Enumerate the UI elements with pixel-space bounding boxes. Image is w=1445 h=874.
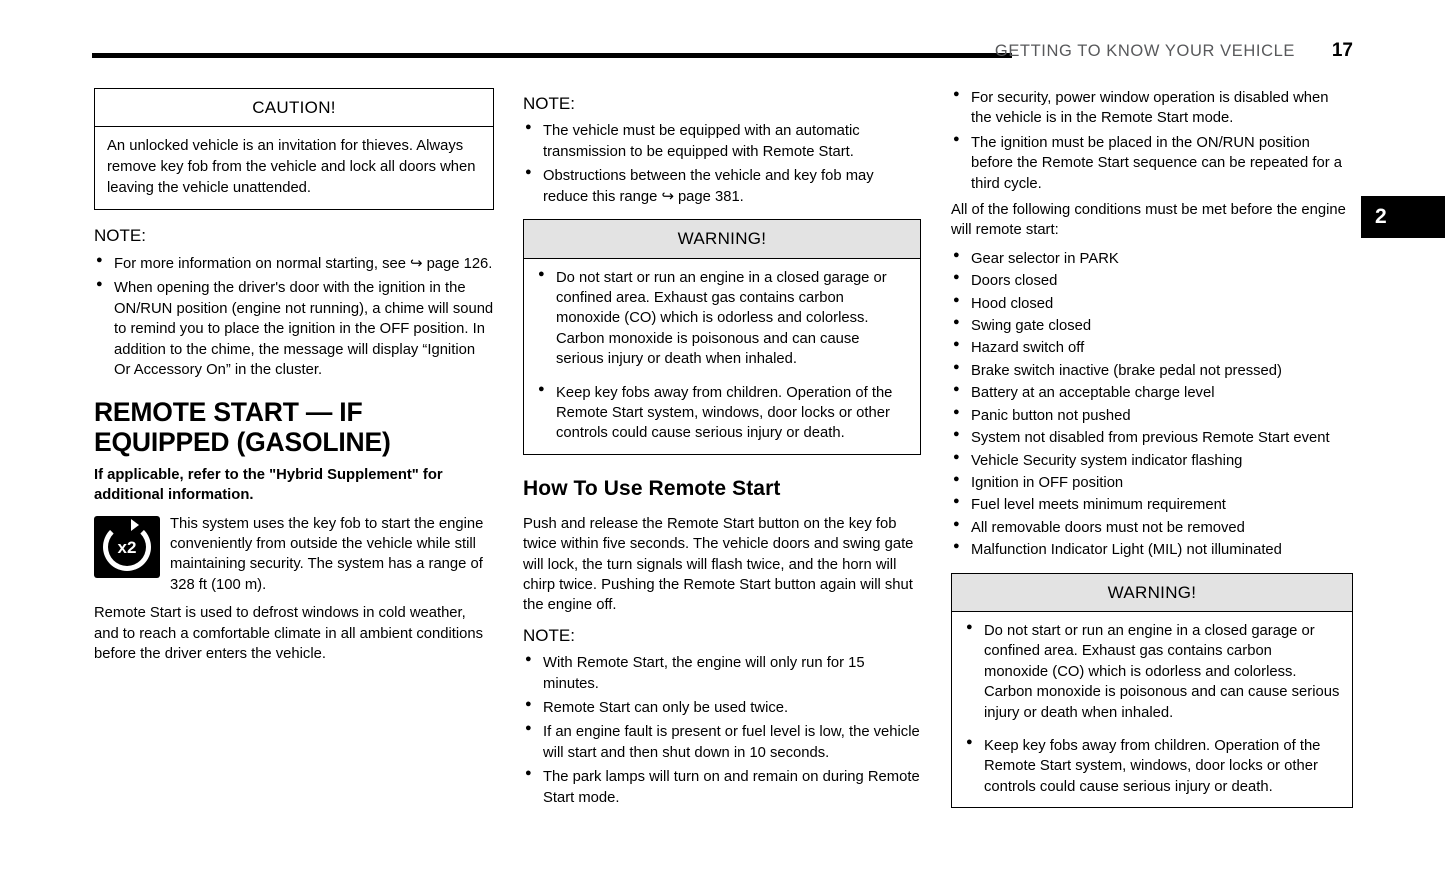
- list-item: ● If an engine fault is present or fuel level is low, the vehicle will start and then shut down in 10 seconds.: [523, 722, 921, 763]
- list-item: ● For more information on normal starting, see ↪ page 126.: [94, 254, 494, 274]
- note-list-4: [951, 88, 1353, 194]
- list-item: ● Keep key fobs away from children. Operation of the Remote Start system, windows, door locks or other controls could cause serious injury or death.: [536, 383, 908, 444]
- list-item: ● Ignition in OFF position: [951, 473, 1353, 493]
- remote-start-closing-paragraph: Remote Start is used to defrost windows in cold weather, and to reach a comfortable climate in all ambient conditions before the driver enters the vehicle.: [94, 605, 484, 663]
- section-heading-remote-start: REMOTE START — IF EQUIPPED (GASOLINE): [94, 397, 391, 458]
- warning-list: [536, 268, 908, 444]
- column-left: [94, 88, 494, 664]
- remote-start-x2-icon: [94, 516, 160, 578]
- column-right: [951, 88, 1353, 822]
- conditions-list: [951, 249, 1353, 561]
- list-item: ● Hood closed: [951, 294, 1353, 314]
- list-item: ● The vehicle must be equipped with an automatic transmission to be equipped with Remote Start.: [523, 121, 921, 162]
- header-section-title: GETTING TO KNOW YOUR VEHICLE: [994, 42, 1295, 60]
- conditions-intro: All of the following conditions must be met before the engine will remote start:: [951, 202, 1346, 239]
- caution-box-body: [95, 127, 493, 209]
- list-item: ● Brake switch inactive (brake pedal not pressed): [951, 361, 1353, 381]
- list-item: ● Remote Start can only be used twice.: [523, 698, 921, 718]
- how-to-use-paragraph: Push and release the Remote Start button on the key fob twice within five seconds. The vehicle doors and swing gate will lock, the turn signals will flash twice, and the horn will chirp twice. Pushing the Remote Start button again will shut the engine off.: [523, 515, 914, 614]
- warning-list: [964, 621, 1340, 797]
- list-item: ● Obstructions between the vehicle and key fob may reduce this range ↪ page 381.: [523, 166, 921, 207]
- warning-box-body: [524, 259, 920, 454]
- icon-arrow: [131, 519, 139, 531]
- caution-box-text: An unlocked vehicle is an invitation for thieves. Always remove key fob from the vehicle and lock all doors when leaving the vehicle unattended.: [107, 138, 476, 197]
- list-item: ● Swing gate closed: [951, 316, 1353, 336]
- warning-box-body: [952, 612, 1352, 807]
- hybrid-supplement-note: If applicable, refer to the "Hybrid Supplement" for additional information.: [94, 466, 443, 503]
- list-item: ● When opening the driver's door with the ignition in the ON/RUN position (engine not running), a chime will sound to remind you to place the ignition in the OFF position. In addition to the chime, the message will display “Ignition Or Accessory On” in the cluster.: [94, 278, 494, 380]
- list-item: ● The park lamps will turn on and remain on during Remote Start mode.: [523, 767, 921, 808]
- list-item: ● The ignition must be placed in the ON/RUN position before the Remote Start sequence can be repeated for a third cycle.: [951, 133, 1353, 194]
- note-list-1: [94, 254, 494, 380]
- list-item: ● Hazard switch off: [951, 338, 1353, 358]
- list-item: ● Vehicle Security system indicator flashing: [951, 451, 1353, 471]
- caution-box-title: CAUTION!: [95, 89, 493, 127]
- warning-box-right: [951, 573, 1353, 809]
- remote-start-icon-paragraph: [94, 514, 494, 596]
- list-item: ● System not disabled from previous Remote Start event: [951, 428, 1353, 448]
- list-item: ● Keep key fobs away from children. Operation of the Remote Start system, windows, door locks or other controls could cause serious injury or death.: [964, 736, 1340, 797]
- list-item: ● Doors closed: [951, 271, 1353, 291]
- list-item: ● Do not start or run an engine in a closed garage or confined area. Exhaust gas contains carbon monoxide (CO) which is odorless and colorless. Carbon monoxide is poisonous and can cause serious injury or death when inhaled.: [536, 268, 908, 370]
- list-item: ● Panic button not pushed: [951, 406, 1353, 426]
- icon-label: x2: [117, 537, 137, 557]
- warning-box-title: WARNING!: [524, 220, 920, 258]
- list-item: ● Do not start or run an engine in a closed garage or confined area. Exhaust gas contains carbon monoxide (CO) which is odorless and colorless. Carbon monoxide is poisonous and can cause serious injury or death when inhaled.: [964, 621, 1340, 723]
- header-rule: [92, 53, 1012, 58]
- list-item: ● With Remote Start, the engine will only run for 15 minutes.: [523, 653, 921, 694]
- list-item: ● Battery at an acceptable charge level: [951, 383, 1353, 403]
- caution-box: [94, 88, 494, 210]
- note-label-1: NOTE:: [94, 226, 146, 246]
- warning-box-title: WARNING!: [952, 574, 1352, 612]
- note-label-2: NOTE:: [523, 94, 575, 113]
- icon-paragraph-text: This system uses the key fob to start the engine conveniently from outside the vehicle while still maintaining security. The system has a range of 328 ft (100 m).: [170, 515, 484, 593]
- list-item: ● All removable doors must not be removed: [951, 518, 1353, 538]
- list-item: ● For security, power window operation is disabled when the vehicle is in the Remote Start mode.: [951, 88, 1353, 129]
- column-middle: [523, 88, 921, 812]
- list-item: ● Malfunction Indicator Light (MIL) not illuminated: [951, 540, 1353, 560]
- page-header: [92, 40, 1353, 74]
- warning-box-middle: [523, 219, 921, 455]
- list-item: ● Fuel level meets minimum requirement: [951, 495, 1353, 515]
- page-number: 17: [1331, 40, 1353, 61]
- subheading-how-to-use: How To Use Remote Start: [523, 476, 781, 500]
- note-list-2: [523, 121, 921, 207]
- list-item: ● Gear selector in PARK: [951, 249, 1353, 269]
- chapter-tab: 2: [1361, 196, 1445, 238]
- note-label-3: NOTE:: [523, 625, 575, 645]
- note-list-3: [523, 653, 921, 808]
